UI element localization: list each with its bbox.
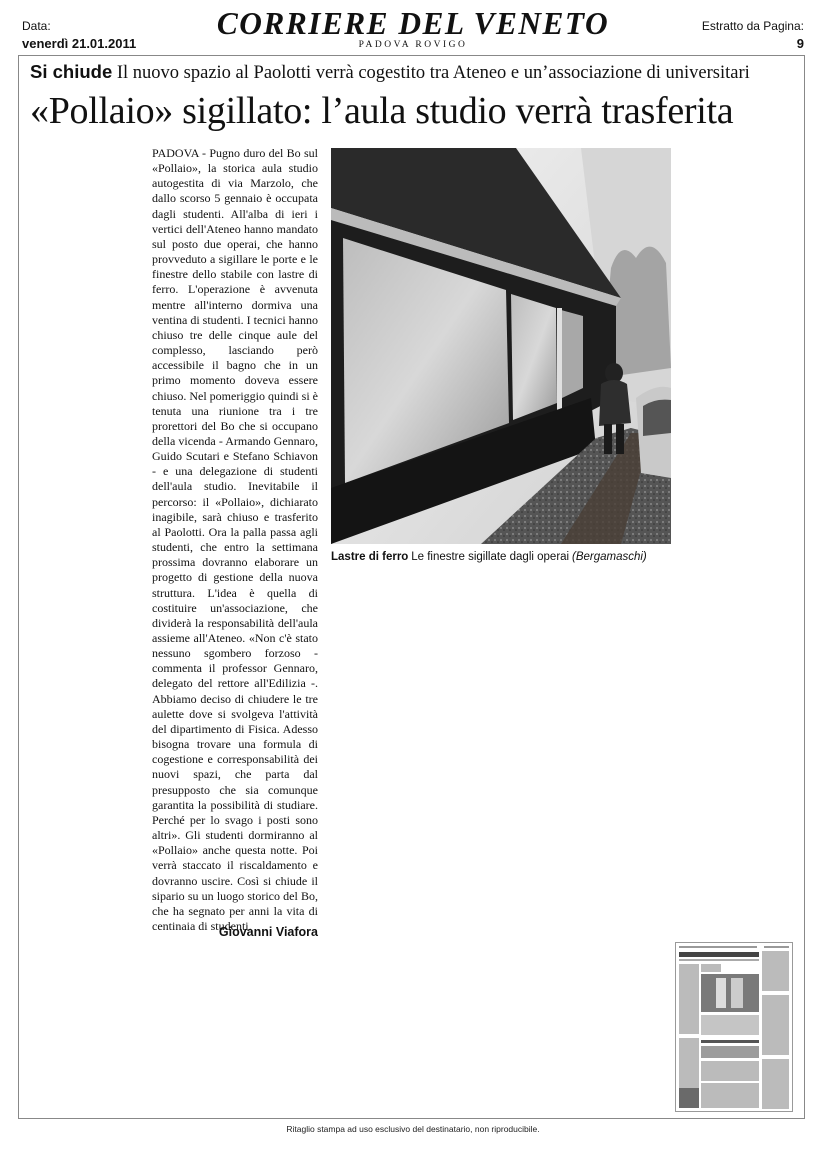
caption-text: Le finestre sigillate dagli operai	[411, 551, 570, 563]
caption-credit: (Bergamaschi)	[571, 551, 647, 563]
date-value: venerdì 21.01.2011	[22, 36, 137, 51]
page-number: 9	[796, 36, 804, 51]
kicker-lead: Si chiude	[30, 61, 113, 82]
newspaper-name: CORRIERE DEL VENETO	[216, 5, 610, 41]
byline: Giovanni Viafora	[218, 925, 318, 939]
kicker	[30, 61, 810, 84]
article-photo	[331, 148, 671, 544]
kicker-text: Il nuovo spazio al Paolotti verrà cogestito tra Ateneo e un’associazione di universitari	[116, 63, 750, 83]
photo-caption	[331, 551, 647, 563]
date-block	[22, 18, 136, 52]
page-thumbnail-image	[676, 943, 792, 1111]
photo-image	[331, 148, 671, 544]
date-label: Data:	[22, 19, 51, 33]
masthead	[190, 6, 636, 50]
headline: «Pollaio» sigillato: l’aula studio verrà trasferita	[30, 90, 734, 132]
footer-note: Ritaglio stampa ad uso esclusivo del destinatario, non riproducibile.	[286, 1124, 540, 1134]
page-block	[702, 18, 804, 52]
caption-lead: Lastre di ferro	[331, 551, 409, 563]
article-body: PADOVA - Pugno duro del Bo sul «Pollaio», la storica aula studio autogestita di via Marzolo, che dallo scorso 5 gennaio è occupata dagli studenti. All'alba di ieri i vertici dell'Ateneo hanno mandato sul posto due operai, che hanno provveduto a sigillare le porte e le finestre dello stabile con lastre di ferro. L'operazione è avvenuta mentre all'interno dormiva una ventina di studenti. I tecnici hanno chiuso tre delle cinque aule del complesso, lasciando però accessibile il bagno che in un primo momento doveva essere chiuso. Nel pomeriggio quindi si è tenuta una riunione tra i tre prorettori del Bo che si occupano della vicenda - Armando Gennaro, Guido Scutari e Stefano Schiavon - e una delegazione di studenti dell'aula studio. Inevitabile il percorso: il «Pollaio», dichiarato inagibile, sarà chiuso e trasferito al Paolotti. Ora la palla passa agli studenti, che entro la settimana prossima dovranno elaborare un progetto di gestione della nuova struttura. L'idea è quella di costituire un'associazione, che dividerà la responsabilità dell'aula assieme all'Ateneo. «Non c'è stato nessuno sgombero forzoso - commenta il professor Gennaro, delegato del rettore all'Edilizia -. Abbiamo deciso di chiudere le tre aulette dove si svolgeva l'attività del dipartimento di Fisica. Adesso bisogna trovare una formula di cogestione e corresponsabilità dei nuovi spazi, che parta dal presupposto che sia comunque garantita la possibilità di studiare. Perché per lo svago i posti sono altri». Gli studenti dormiranno al «Pollaio» anche questa notte. Poi verrà staccato il riscaldamento e dovranno uscire. Così si chiude il sipario su un luogo storico del Bo, che ha segnato per anni la vita di centinaia di studenti.	[152, 146, 318, 933]
page-label: Estratto da Pagina:	[701, 19, 804, 33]
edition-cities: PADOVA ROVIGO	[358, 40, 468, 50]
page-thumbnail	[675, 942, 793, 1112]
